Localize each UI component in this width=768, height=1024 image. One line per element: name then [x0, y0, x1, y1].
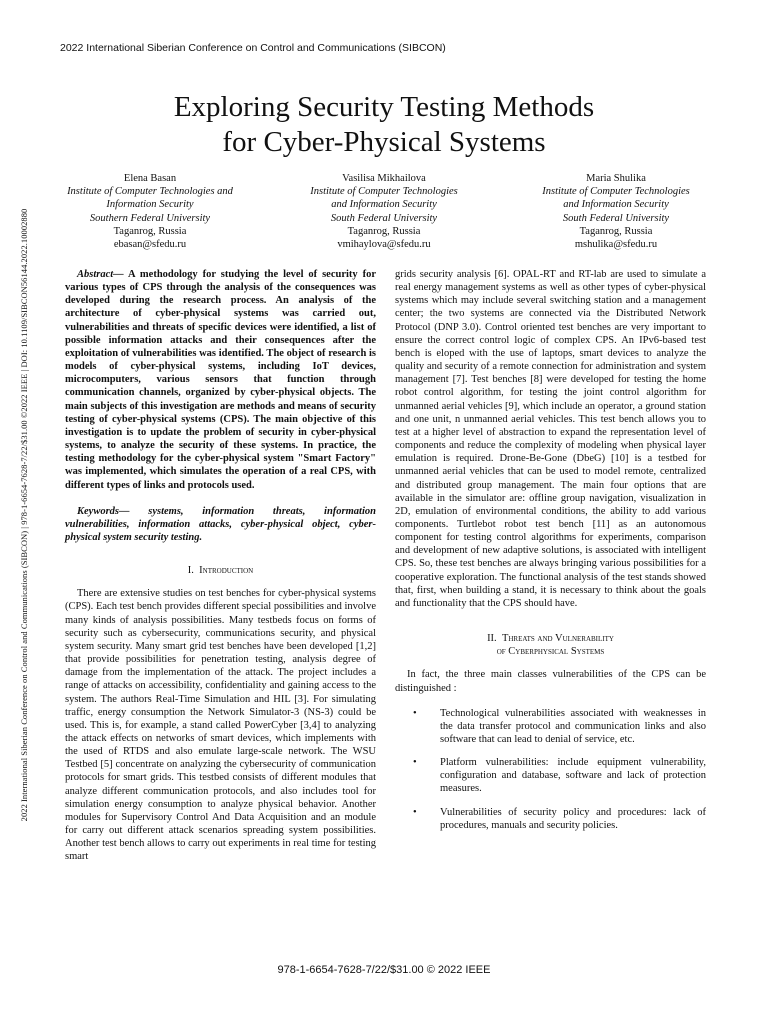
author-university: South Federal University [562, 212, 670, 224]
list-item [395, 756, 706, 795]
author-email: vmihaylova@sfedu.ru [337, 239, 431, 251]
abstract-label: Abstract— [77, 269, 124, 280]
bullet-icon: • [413, 806, 417, 818]
bullet-icon: • [413, 707, 417, 719]
author-city: Taganrog, Russia [347, 225, 421, 237]
author-name: Vasilisa Mikhailova [342, 173, 426, 184]
section-heading-threats [395, 632, 706, 658]
side-doi-text [17, 165, 31, 865]
author-affiliation: and Information Security [563, 199, 669, 211]
right-column [395, 268, 706, 842]
section-title: Introduction [199, 565, 254, 577]
list-item-text: Vulnerabilities of security policy and procedures: lack of procedures, manuals and security policies. [440, 806, 706, 831]
author-name: Elena Basan [123, 173, 177, 184]
list-item [395, 707, 706, 746]
intro-paragraph: There are extensive studies on test benches for cyber-physical systems (CPS). Each test bench provides different special possibilities and involve many kinds of analysis possibilities. Many testbeds focus on forms of security such as cybersecurity, communications security, and physical system security. Many smart grid test benches have been developed [1,2] that provide possibilities for penetration testing, analysis degree of damage from the implementation of the attack. The project includes a range of attacks on accessibility, confidentiality and gaining access to the system. The authors Real-Time Simulation and HIL [3]. For simulating traffic, energy consumption the Network Simulator-3 (NS-3) could be used. This is, for example, a stand called PowerCyber [3,4] to analyzing the attack effects on networks of smart devices, which implements with the used of RTDS and also emulate large-scale network. The WSU Testbed [5] concentrate on analyzing the cybersecurity of communication protocols for smart grids. This testbed consists of different modules that analyze different communication protocols, and also includes tool for simulation energy consumption to analyze physical behavior. Another modules for Supervisory Control And Data Acquisition and an module for carry out different attack scenarios spreading system possibilities. Another test bench allows to carry out experiments in real time for testing smart [65, 588, 376, 863]
side-doi-label: 2022 International Siberian Conference on Control and Communications (SIBCON) | 978-1-6654-7628-7/22/$31.00 ©2022 IEEE | DOI: 10.1109/SIBCON56144.2022.10002880 [19, 208, 29, 822]
section-title: Threats and Vulnerability [501, 633, 614, 645]
title-line-2: for Cyber-Physical Systems [222, 126, 546, 158]
paper-title [60, 90, 708, 160]
author-block [284, 172, 484, 251]
list-item-text: Technological vulnerabilities associated with weaknesses in the data transfer protocol and communication links and also software that can lead to denial of service, etc. [440, 707, 706, 745]
author-affiliation: and Information Security [331, 199, 437, 211]
list-item-text: Platform vulnerabilities: include equipment vulnerability, configuration and database, software and lack of protection measures. [440, 757, 706, 795]
keywords [65, 505, 376, 544]
author-block [50, 172, 250, 251]
abstract [65, 268, 376, 492]
list-item [395, 806, 706, 832]
bullet-icon: • [413, 757, 417, 769]
keywords-label: Keywords— [77, 505, 130, 517]
author-affiliation: Information Security [106, 199, 194, 211]
author-email: mshulika@sfedu.ru [574, 239, 658, 251]
author-affiliation: Institute of Computer Technologies [542, 186, 690, 198]
author-city: Taganrog, Russia [113, 225, 187, 237]
section-title-line-2: of Cyberphysical Systems [496, 646, 605, 658]
continued-paragraph: grids security analysis [6]. OPAL-RT and RT-lab are used to simulate a real energy management systems as well as other types of cyber-physical systems which may include several switching station and a management center; the two systems are connected via the Distributed Network Protocol (DNP 3.0). Control oriented test benches are very important to ensure the correct control logic of complex CPS. An IPv6-based test bench is eloped with the use of laptops, smart devices to analyze the quality and security of a remote connection for administration and system management [7]. Test benches [8] were developed for testing the home robot control algorithm, for testing the joint control algorithm for unmanned aerial vehicles [9], which include an operator, a ground station and one unit, n unmanned aerial vehicles. This test bench allows you to test at a higher level of abstraction to expand the representation level of components and reduce the complexity of modeling when physical layer emulation is required. Drone-Be-Gone (DbeG) [10] is a testbed for unmanned aerial vehicles that can be used to model remote, centralized and distributed group management. The main four options that are available in the simulator are: offline group navigation, visualization in 2D, emulation of environmental conditions, the ability to add various components. Turtlebot robot test bench [11] as an autonomous component for testing control algorithms for experiments, comparison and development of new adaptive solutions, is associated with intelligent CPS. So, these test benches are always bringing various possibilities for a cooperative exploration. The functional analysis of the test stands showed that, first, when building a stand, it is necessary to think about the goals and functionality that the CPS should have. [395, 269, 706, 609]
title-line-1: Exploring Security Testing Methods [173, 91, 595, 123]
author-email: ebasan@sfedu.ru [113, 239, 187, 251]
author-city: Taganrog, Russia [579, 225, 653, 237]
conference-header: 2022 International Siberian Conference on Control and Communications (SIBCON) [60, 42, 446, 54]
threats-paragraph: In fact, the three main classes vulnerabilities of the CPS can be distinguished : [395, 669, 706, 694]
author-university: Southern Federal University [89, 212, 211, 224]
section-number: II. [487, 633, 497, 645]
abstract-text: A methodology for studying the level of security for various types of CPS through the analysis of the consequences was developed during the research process. An analysis of the architecture of cyber-physical systems was carried out, vulnerabilities and threats of specific devices were identified, a list of possible information attacks and their consequences after the exploitation of vulnerabilities was identified. The object of research is models of cyber-physical systems, including IoT devices, microcomputers, various sensors that function through communication channels, organized by cyber-physical objects. The main subjects of this investigation are methods and means of security testing of cyber-physical systems (CPS). The main objective of this investigation is to update the problem of security in cyber-physical systems, to analyze the security of these systems. In practice, the testing methodology for the cyber-physical system "Smart Factory" was implemented, which simulates the operation of a real CPS, with different types of links and protocols used. [65, 269, 376, 491]
section-number: I. [187, 565, 194, 577]
section-heading-introduction [65, 564, 376, 577]
page-footer: 978-1-6654-7628-7/22/$31.00 © 2022 IEEE [277, 964, 491, 976]
author-affiliation: Institute of Computer Technologies [310, 186, 458, 198]
keywords-text: systems, information threats, information vulnerabilities, information attacks, cyber-physical object, cyber-physical system security testing. [65, 505, 376, 543]
vulnerability-list [395, 707, 706, 832]
left-column [65, 268, 376, 864]
author-block [516, 172, 716, 251]
author-name: Maria Shulika [586, 173, 646, 184]
author-affiliation: Institute of Computer Technologies and [67, 186, 233, 198]
author-university: South Federal University [330, 212, 438, 224]
